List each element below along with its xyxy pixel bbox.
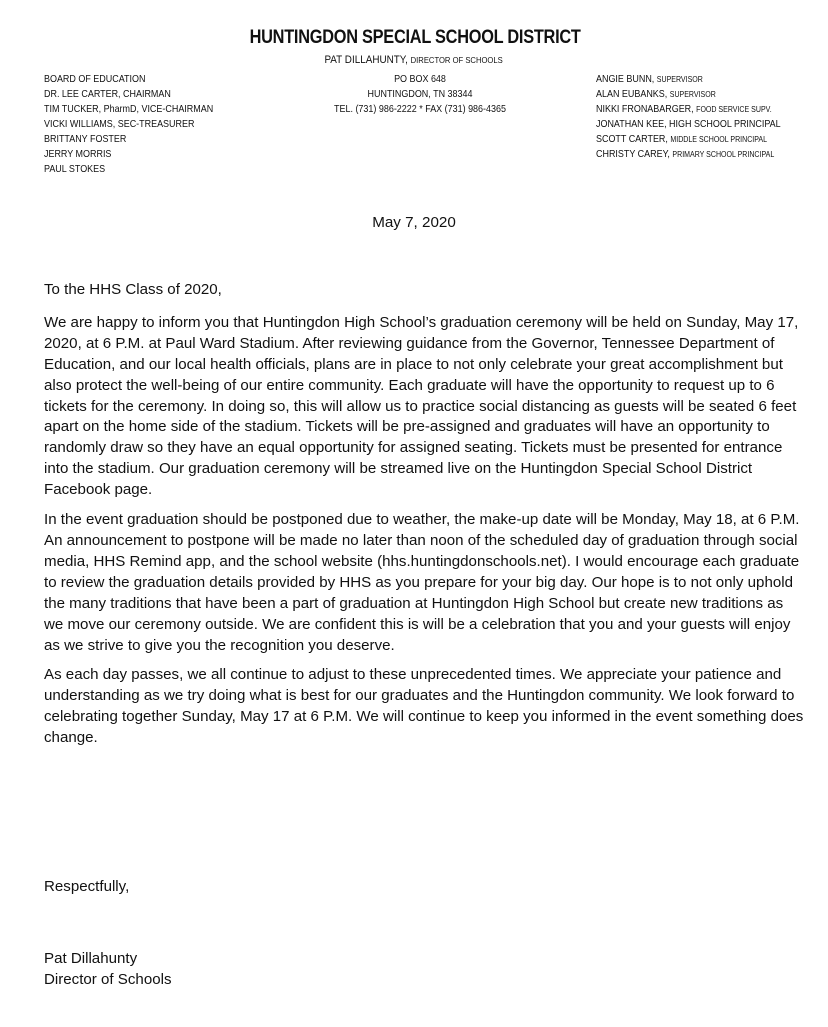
board-member: VICKI WILLIAMS, SEC-TREASURER (44, 119, 195, 130)
signer-title: Director of Schools (44, 970, 172, 988)
staff-name: SCOTT CARTER, (596, 134, 668, 145)
board-member: DR. LEE CARTER, CHAIRMAN (44, 89, 171, 100)
staff-name: ALAN EUBANKS, (596, 89, 668, 100)
staff-role: FOOD SERVICE SUPV. (696, 105, 772, 114)
board-member: JERRY MORRIS (44, 149, 112, 160)
staff-name: NIKKI FRONABARGER, (596, 104, 694, 115)
city-state-zip: HUNTINGDON, TN 38344 (367, 89, 473, 100)
body-paragraph: We are happy to inform you that Huntingdon High School’s graduation ceremony will be held on Sunday, May 17, 2020, at 6 P.M. at Paul Ward Stadium. After reviewing guidance from the Governor, Tennessee Department of Education, and our local health officials, plans are in place to not only celebrate your great accomplishment but also protect the well-being of our entire community. Each graduate will have the opportunity to request up to 6 tickets for the ceremony. In doing so, this will allow us to practice social distancing as guests will be seated 6 feet apart on the home side of the stadium. Tickets will be pre-assigned and graduates will have an opportunity to randomly draw so they have an equal opportunity for assigned seating. Tickets must be presented for entrance into the stadium. Our graduation ceremony will be streamed live on the Huntingdon Special School District Facebook page. (44, 313, 799, 499)
signature-block (44, 949, 172, 990)
po-box: PO BOX 648 (394, 74, 446, 85)
staff-entry (596, 72, 781, 87)
body-paragraph: In the event graduation should be postponed due to weather, the make-up date will be Monday, May 18, at 6 P.M. An announcement to postpone will be made no later than noon of the scheduled day of graduation through social media, HHS Remind app, and the school website (hhs.huntingdonschools.net). I would encourage each graduate to review the graduation details provided by HHS as you prepare for your big day. Our hope is to not only uphold the many traditions that have been a part of graduation at Huntingdon High School but create new traditions as we move our ceremony outside. We are confident this is will be a celebration that you and your guests will enjoy as we strive to give you the recognition you deserve. (44, 511, 800, 654)
board-heading: BOARD OF EDUCATION (44, 74, 146, 85)
board-of-education (44, 72, 213, 177)
signer-name: Pat Dillahunty (44, 950, 138, 967)
board-member: BRITTANY FOSTER (44, 134, 127, 145)
staff-role: MIDDLE SCHOOL PRINCIPAL (670, 135, 768, 144)
body-paragraph: As each day passes, we all continue to adjust to these unprecedented times. We appreciate your patience and understanding as we try doing what is best for our graduates and the Huntingdon community. We look forward to celebrating together Sunday, May 17 at 6 P.M. We will continue to keep you informed in the event something does change. (44, 666, 804, 747)
staff-name: CHRISTY CAREY, (596, 149, 670, 160)
director-line (41, 54, 786, 66)
staff-list (596, 72, 781, 162)
staff-entry (596, 147, 781, 162)
salutation: To the HHS Class of 2020, (44, 281, 222, 298)
letterhead (0, 0, 828, 190)
director-name: PAT DILLAHUNTY, (324, 54, 408, 66)
staff-entry (596, 117, 781, 132)
staff-entry (596, 102, 781, 117)
board-member: TIM TUCKER, PharmD, VICE-CHAIRMAN (44, 104, 214, 115)
staff-name: ANGIE BUNN, (596, 74, 655, 85)
district-title: HUNTINGDON SPECIAL SCHOOL DISTRICT (249, 27, 581, 48)
staff-name: JONATHAN KEE, HIGH SCHOOL PRINCIPAL (596, 119, 781, 130)
staff-entry (596, 87, 781, 102)
district-address (314, 72, 525, 117)
staff-role: PRIMARY SCHOOL PRINCIPAL (672, 150, 775, 159)
closing: Respectfully, (44, 878, 130, 895)
staff-entry (596, 132, 781, 147)
staff-role: SUPERVISOR (656, 75, 703, 84)
letter-body (44, 280, 804, 758)
letter-date: May 7, 2020 (372, 214, 456, 231)
director-title: DIRECTOR OF SCHOOLS (410, 55, 503, 65)
board-member: PAUL STOKES (44, 164, 106, 175)
phone-fax: TEL. (731) 986-2222 * FAX (731) 986-4365 (334, 104, 506, 115)
staff-role: SUPERVISOR (669, 90, 716, 99)
